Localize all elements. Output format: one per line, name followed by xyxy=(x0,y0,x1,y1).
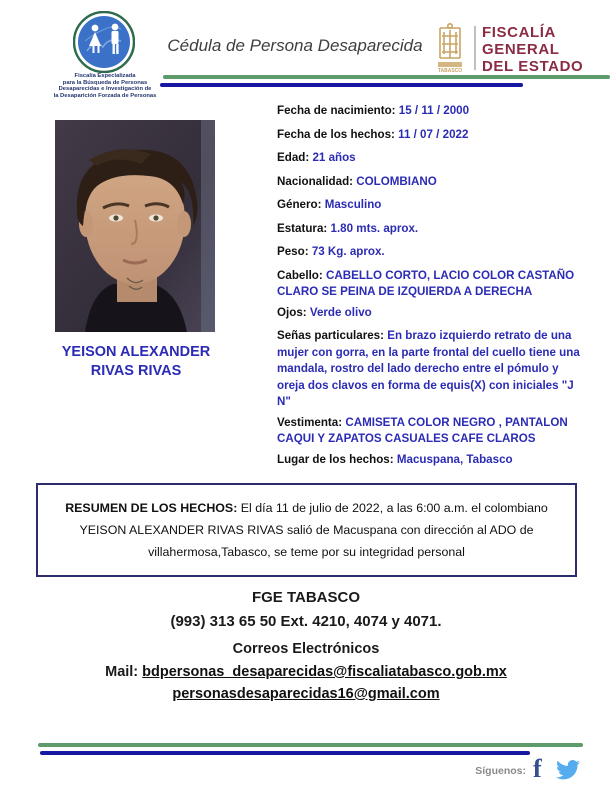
facts-summary-box xyxy=(36,483,577,577)
fge-emblem-icon xyxy=(432,22,468,74)
facebook-icon[interactable]: f xyxy=(533,754,542,783)
contact-email-line2 xyxy=(0,686,612,702)
person-name xyxy=(22,343,250,381)
field-value: 15 / 11 / 2000 xyxy=(398,104,470,117)
logo-caption-line: la Desaparición Forzada de Personas xyxy=(53,92,157,99)
fge-wordmark-line: DEL ESTADO xyxy=(482,58,584,75)
missing-person-photo xyxy=(55,120,215,332)
fge-wordmark-line: FISCALÍA xyxy=(482,24,556,41)
field-label: Fecha de los hechos: xyxy=(277,127,395,141)
field-value: 73 Kg. aprox. xyxy=(311,245,385,258)
field-age xyxy=(277,150,589,167)
field-value: 1.80 mts. aprox. xyxy=(330,221,419,235)
contact-email-line1 xyxy=(0,664,612,680)
field-height xyxy=(277,221,589,238)
field-value: COLOMBIANO xyxy=(356,174,437,188)
field-gender xyxy=(277,197,589,214)
field-label: Ojos: xyxy=(277,305,307,319)
logo-caption-line: Desaparecidas e Investigación de xyxy=(58,86,152,93)
field-value: CAMISETA COLOR NEGRO , PANTALON CAQUI Y ZAPATOS CASUALES CAFE CLAROS xyxy=(277,415,568,445)
footer-rule-navy xyxy=(40,751,530,755)
field-label: Fecha de nacimiento: xyxy=(277,104,396,117)
field-label: Género: xyxy=(277,198,322,211)
email-link-fiscalia[interactable]: bdpersonas_desaparecidas@fiscaliatabasco.gob.mx xyxy=(142,664,507,680)
logo-caption-line: para la Búsqueda de Personas xyxy=(62,79,148,86)
header-rule-green xyxy=(163,75,610,79)
field-value: 21 años xyxy=(312,151,356,164)
field-value: En brazo izquierdo retrato de una mujer con gorra, en la parte frontal del cuello tiene una mandala, rostro del lado derecho entre el pómulo y oreja dos clavos en forma de equis(X) con iniciales "J N" xyxy=(277,329,580,408)
mail-label: Mail: xyxy=(105,664,143,680)
field-label: Lugar de los hechos: xyxy=(277,452,394,466)
field-label: Estatura: xyxy=(277,221,328,235)
fge-wordmark xyxy=(482,24,612,75)
person-name-line1: YEISON ALEXANDER xyxy=(61,344,211,360)
fge-wordmark-line: GENERAL xyxy=(482,41,560,58)
field-hair xyxy=(277,268,589,301)
contact-emails-heading: Correos Electrónicos xyxy=(232,641,380,657)
field-label: Cabello: xyxy=(277,268,323,282)
email-link-gmail[interactable]: personasdesaparecidas16@gmail.com xyxy=(172,686,440,702)
contact-phone: (993) 313 65 50 Ext. 4210, 4074 y 4071. xyxy=(170,613,442,630)
field-incident-place xyxy=(277,452,589,469)
field-value: 11 / 07 / 2022 xyxy=(398,127,469,141)
facts-summary-body: El día 11 de julio de 2022, a las 6:00 a.m. el colombiano YEISON ALEXANDER RIVAS RIVAS salió de Macuspana con dirección al ADO de villahermosa,Tabasco, se teme por su integridad personal xyxy=(79,501,548,559)
facts-summary-text xyxy=(64,497,550,563)
logo-caption-line: Fiscalía Especializada xyxy=(74,73,136,79)
facts-summary-label: RESUMEN DE LOS HECHOS: xyxy=(65,501,238,515)
field-label: Nacionalidad: xyxy=(277,174,354,188)
search-commission-logo xyxy=(73,11,135,73)
footer-rule-green xyxy=(38,743,583,747)
field-incident-date xyxy=(277,127,589,144)
document-title: Cédula de Persona Desaparecida xyxy=(167,36,423,55)
field-eyes xyxy=(277,305,589,322)
field-distinguishing-marks xyxy=(277,328,589,411)
field-value: CABELLO CORTO, LACIO COLOR CASTAÑO CLARO SE PEINA DE IZQUIERDA A DERECHA xyxy=(277,268,575,298)
follow-us-label: Síguenos: xyxy=(475,765,526,777)
header-divider xyxy=(474,26,476,70)
field-label: Vestimenta: xyxy=(277,415,343,429)
field-weight xyxy=(277,244,589,261)
field-value: Verde olivo xyxy=(309,305,372,319)
person-details xyxy=(277,103,589,475)
field-clothing xyxy=(277,415,589,448)
field-label: Edad: xyxy=(277,151,310,164)
field-value: Masculino xyxy=(324,198,382,211)
search-commission-caption xyxy=(28,73,182,99)
twitter-icon[interactable] xyxy=(556,759,580,781)
field-nationality xyxy=(277,174,589,191)
contact-org: FGE TABASCO xyxy=(251,589,361,606)
field-label: Peso: xyxy=(277,245,309,258)
header-rule-navy xyxy=(160,83,523,87)
person-name-line2: RIVAS RIVAS xyxy=(90,363,182,379)
field-label: Señas particulares: xyxy=(277,329,384,342)
field-value: Macuspana, Tabasco xyxy=(396,452,513,466)
emblem-caption-text: TABASCO xyxy=(437,68,463,74)
field-birthdate xyxy=(277,103,589,120)
